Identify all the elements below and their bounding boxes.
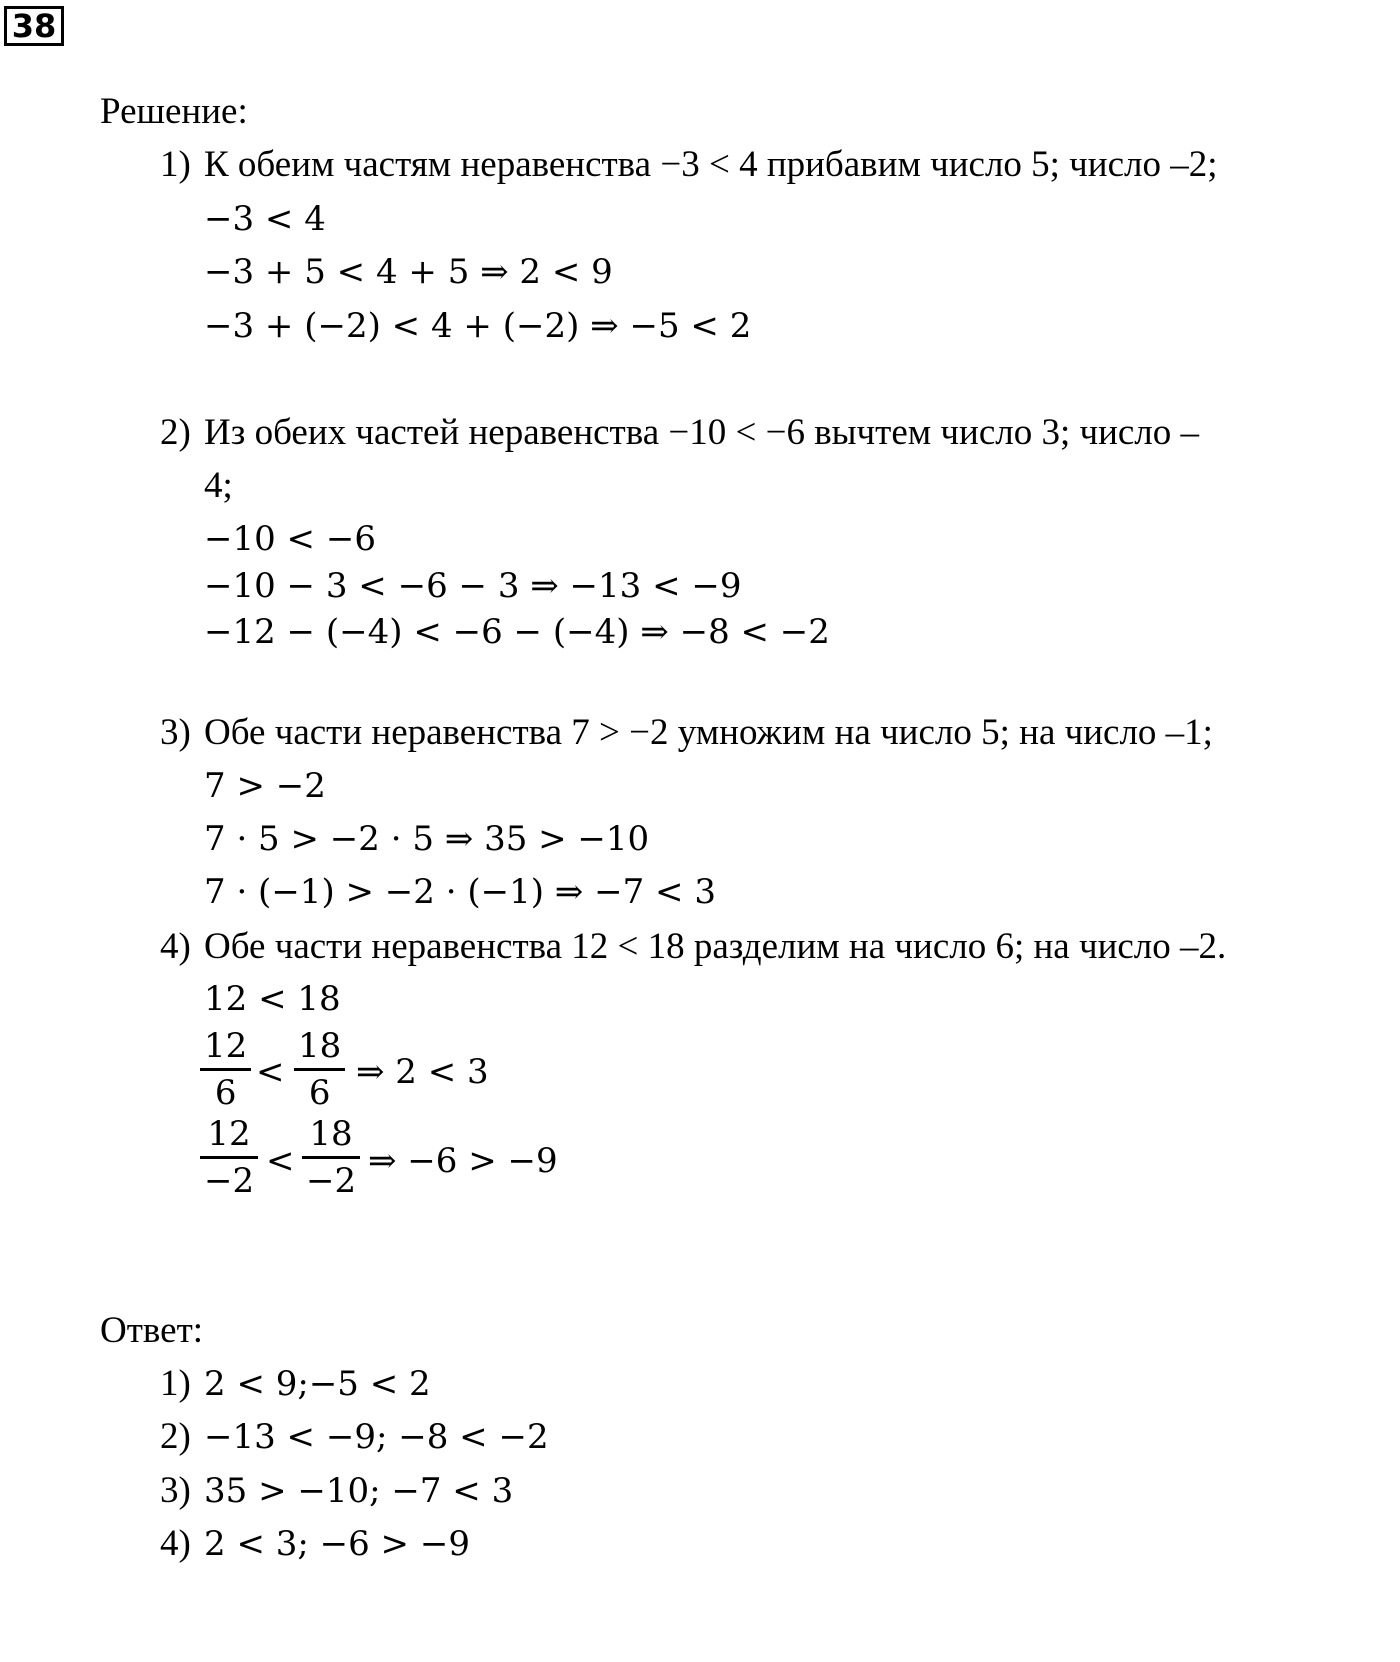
part-4-frac2-op: < (266, 1141, 295, 1181)
frac-numerator: 12 (204, 1026, 248, 1066)
part-1-line-1: −3 < 4 (204, 199, 326, 239)
part-4-frac1-result: ⇒ 2 < 3 (356, 1052, 489, 1092)
part-4-label: 4) (160, 926, 191, 967)
frac-numerator: 12 (207, 1114, 251, 1154)
frac-numerator: 18 (298, 1026, 342, 1066)
frac-denominator: 6 (214, 1073, 237, 1113)
part-3-line-1: 7 > −2 (204, 766, 326, 806)
part-2-line-2: −10 − 3 < −6 − 3 ⇒ −13 < −9 (204, 566, 742, 606)
frac-numerator: 18 (309, 1114, 353, 1154)
part-1-line-2: −3 + 5 < 4 + 5 ⇒ 2 < 9 (204, 252, 613, 292)
part-4-frac1-left (200, 1024, 251, 1115)
part-1-statement: К обеим частям неравенства −3 < 4 прибавим число 5; число –2; (204, 144, 1218, 185)
answer-1-label: 1) (160, 1363, 191, 1404)
part-2-line-1: −10 < −6 (204, 519, 376, 559)
frac-denominator: 6 (308, 1073, 331, 1113)
part-4-frac1-right (294, 1024, 345, 1115)
answer-2-label: 2) (160, 1416, 191, 1457)
answer-label: Ответ: (100, 1310, 204, 1351)
answer-2: −13 < −9; −8 < −2 (204, 1417, 549, 1457)
part-2-statement: Из обеих частей неравенства −10 < −6 вычтем число 3; число – (204, 412, 1200, 453)
answer-4: 2 < 3; −6 > −9 (204, 1524, 470, 1564)
frac-denominator: −2 (204, 1161, 255, 1201)
part-3-line-3: 7 · (−1) > −2 · (−1) ⇒ −7 < 3 (204, 872, 716, 912)
part-3-statement: Обе части неравенства 7 > −2 умножим на число 5; на число –1; (204, 712, 1213, 753)
answer-4-label: 4) (160, 1523, 191, 1564)
part-3-label: 3) (160, 712, 191, 753)
part-2-statement-cont: 4; (204, 465, 233, 506)
answer-1: 2 < 9;−5 < 2 (204, 1364, 431, 1404)
part-4-frac2-right (302, 1112, 360, 1203)
problem-number: 38 (4, 6, 64, 46)
part-1-label: 1) (160, 144, 191, 185)
answer-3: 35 > −10; −7 < 3 (204, 1471, 514, 1511)
solution-label: Решение: (100, 91, 248, 132)
part-2-label: 2) (160, 412, 191, 453)
part-4-frac1-op: < (256, 1052, 285, 1092)
answer-3-label: 3) (160, 1470, 191, 1511)
part-1-line-3: −3 + (−2) < 4 + (−2) ⇒ −5 < 2 (204, 306, 752, 346)
frac-denominator: −2 (306, 1161, 357, 1201)
part-3-line-2: 7 · 5 > −2 · 5 ⇒ 35 > −10 (204, 819, 650, 859)
part-4-statement: Обе части неравенства 12 < 18 разделим на число 6; на число –2. (204, 926, 1227, 967)
part-4-frac2-result: ⇒ −6 > −9 (368, 1141, 558, 1181)
part-4-line-1: 12 < 18 (204, 979, 341, 1019)
part-4-frac2-left (200, 1112, 258, 1203)
part-2-line-3: −12 − (−4) < −6 − (−4) ⇒ −8 < −2 (204, 612, 830, 652)
